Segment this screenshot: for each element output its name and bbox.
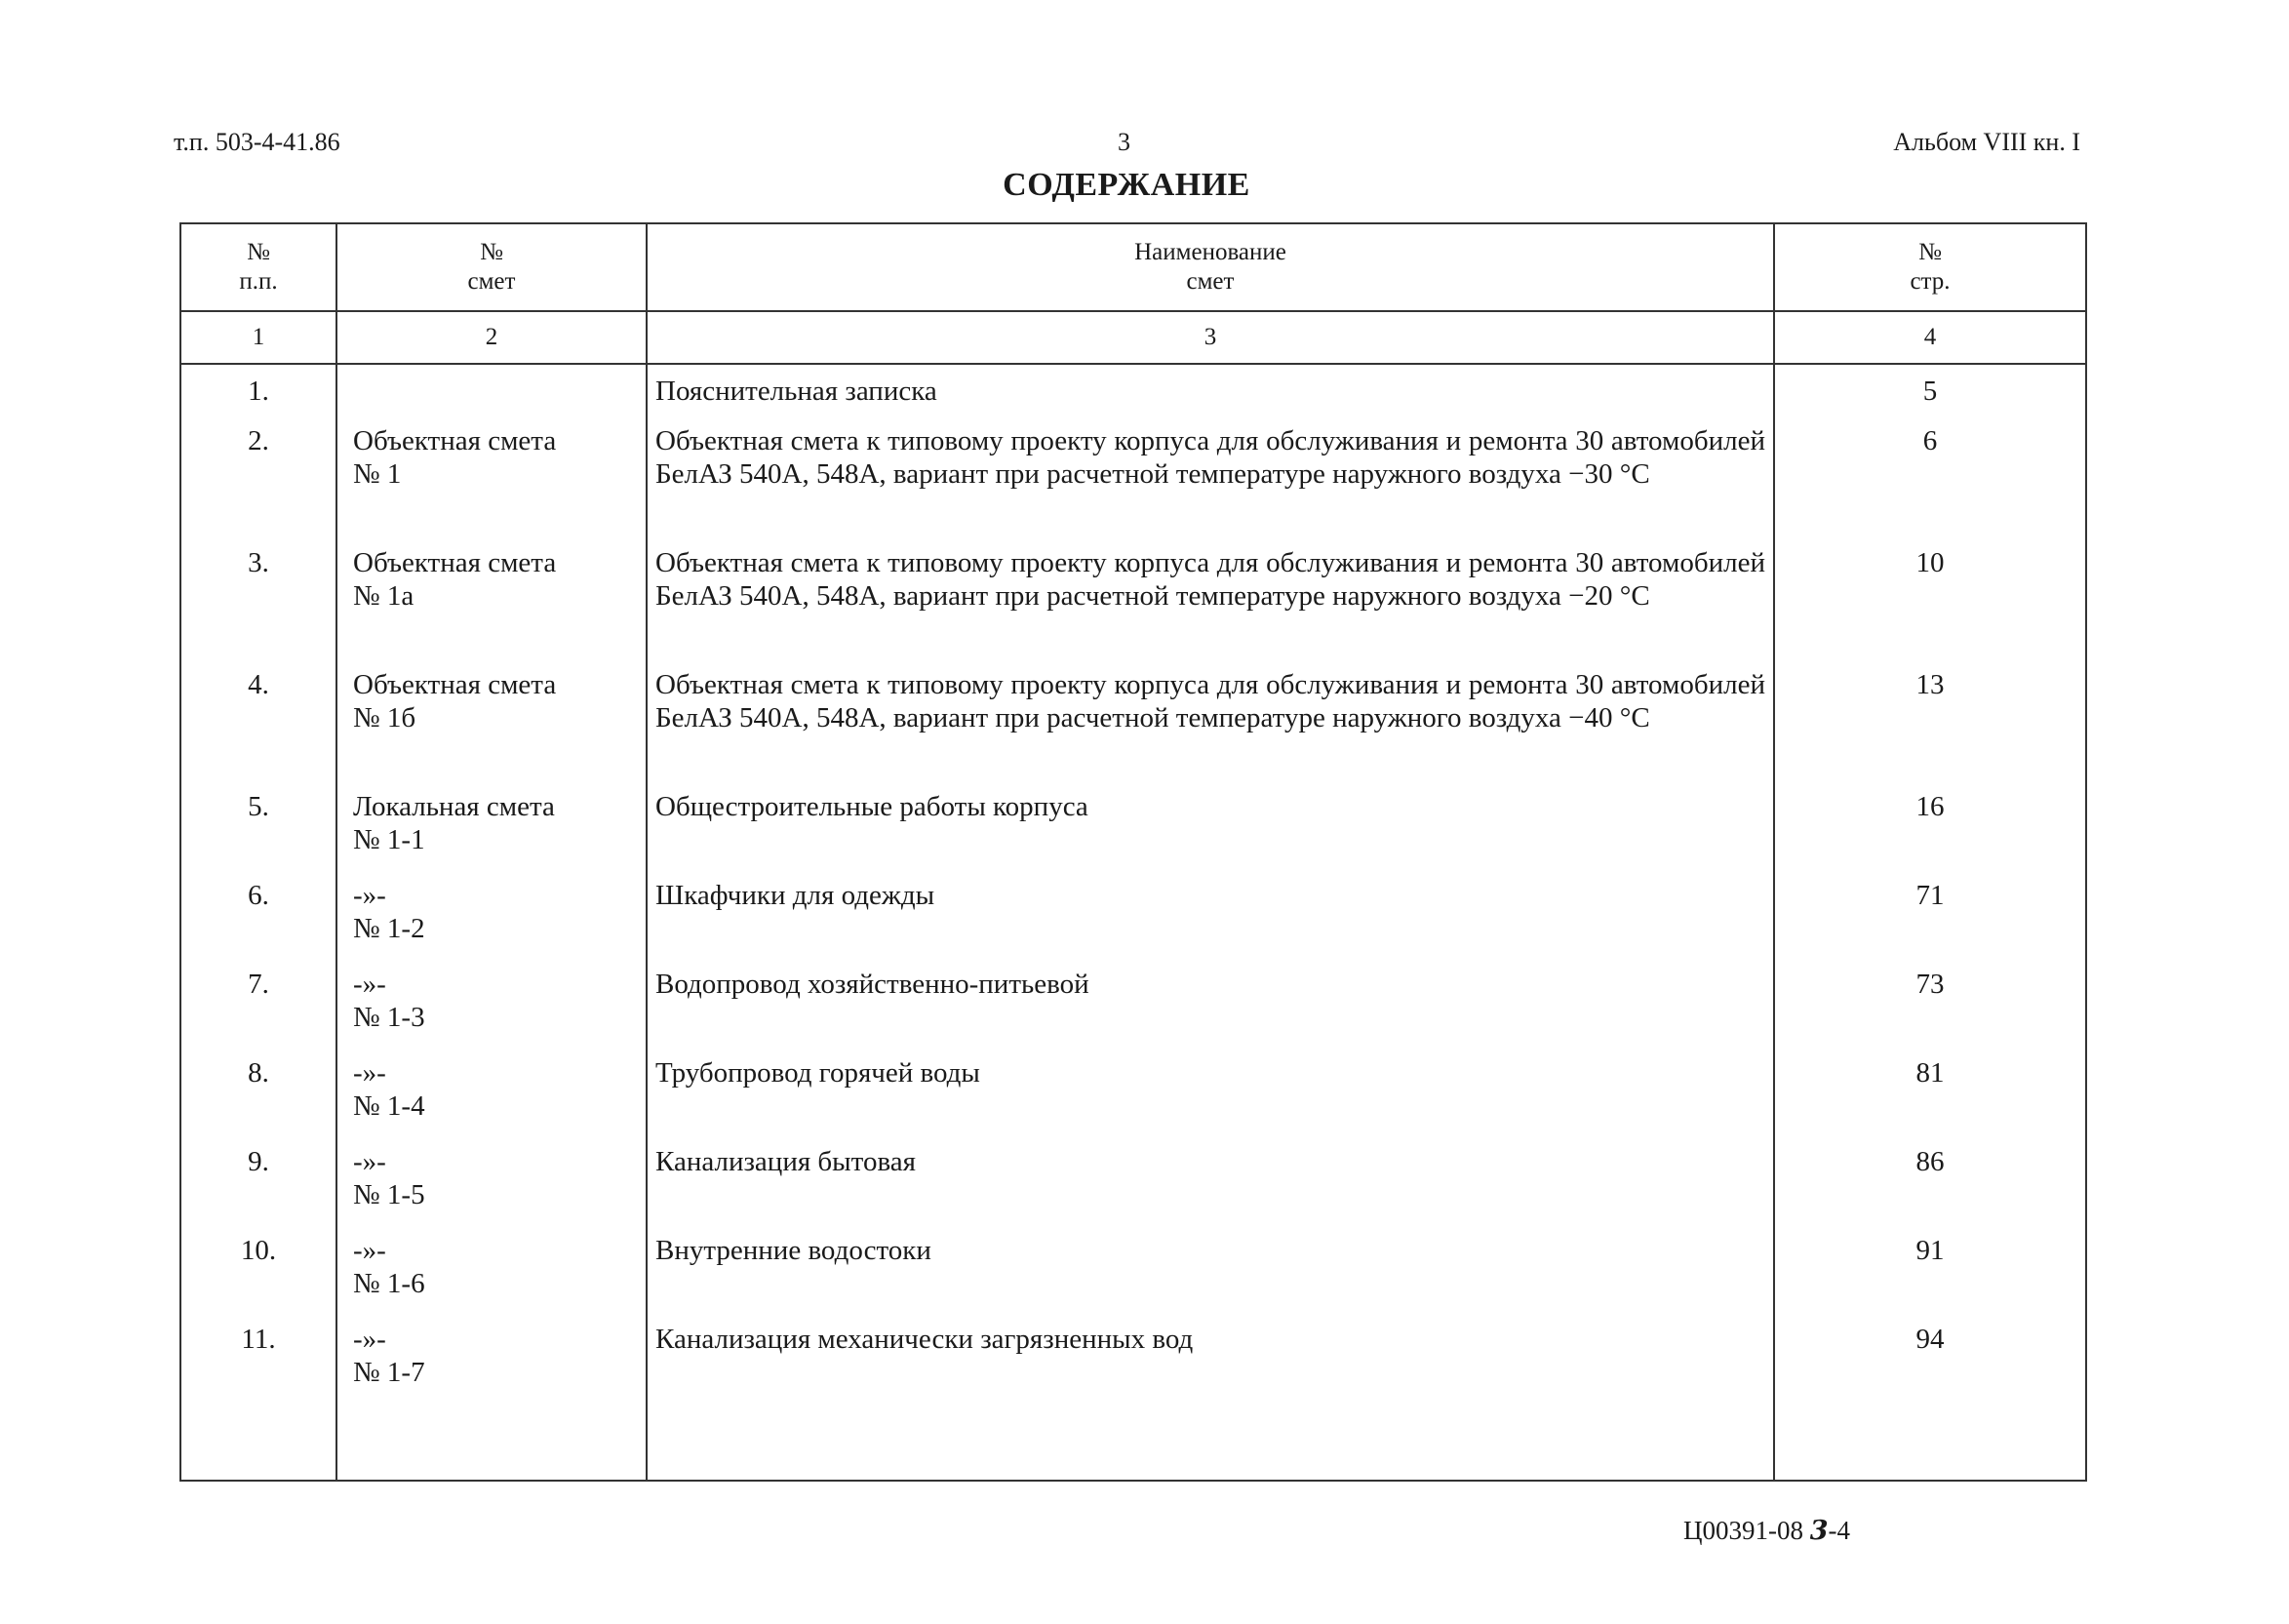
page-ref: 5 bbox=[1774, 364, 2086, 415]
table-row bbox=[180, 780, 2086, 869]
estimate-name: Объектная смета к типовому проекту корпуса для обслуживания и ремонта 30 автомобилей БелАЗ 540А, 548А, вариант при расчетной температуре наружного воздуха −20 °С bbox=[647, 536, 1774, 658]
table-row bbox=[180, 658, 2086, 780]
page-ref: 71 bbox=[1774, 869, 2086, 958]
table-header-row bbox=[180, 223, 2086, 311]
item-number: 11. bbox=[180, 1313, 336, 1402]
column-number: 3 bbox=[647, 311, 1774, 364]
header-estimate-number: № смет bbox=[336, 223, 647, 311]
handwritten-mark: 3 bbox=[1809, 1516, 1829, 1546]
item-number: 4. bbox=[180, 658, 336, 780]
header-estimate-name: Наименование смет bbox=[647, 223, 1774, 311]
estimate-name: Канализация механически загрязненных вод bbox=[647, 1313, 1774, 1402]
table-body bbox=[180, 364, 2086, 1481]
estimate-number: Объектная смета № 1 bbox=[336, 415, 647, 536]
item-number: 3. bbox=[180, 536, 336, 658]
table-row bbox=[180, 1135, 2086, 1224]
page-ref: 73 bbox=[1774, 958, 2086, 1047]
column-number: 2 bbox=[336, 311, 647, 364]
estimate-name: Объектная смета к типовому проекту корпуса для обслуживания и ремонта 30 автомобилей БелАЗ 540А, 548А, вариант при расчетной температуре наружного воздуха −40 °С bbox=[647, 658, 1774, 780]
item-number: 6. bbox=[180, 869, 336, 958]
empty-cell bbox=[1774, 1402, 2086, 1481]
page-ref: 86 bbox=[1774, 1135, 2086, 1224]
estimate-name: Общестроительные работы корпуса bbox=[647, 780, 1774, 869]
page-ref: 6 bbox=[1774, 415, 2086, 536]
table-row bbox=[180, 415, 2086, 536]
contents-table bbox=[179, 222, 2087, 1482]
table-filler-row bbox=[180, 1402, 2086, 1481]
estimate-number: -»- № 1-5 bbox=[336, 1135, 647, 1224]
estimate-number: -»- № 1-7 bbox=[336, 1313, 647, 1402]
footer-code: Ц00391-08 3-4 bbox=[1683, 1516, 1851, 1546]
item-number: 2. bbox=[180, 415, 336, 536]
estimate-number: Локальная смета № 1-1 bbox=[336, 780, 647, 869]
page-ref: 91 bbox=[1774, 1224, 2086, 1313]
estimate-name: Пояснительная записка bbox=[647, 364, 1774, 415]
table-row bbox=[180, 1047, 2086, 1135]
page-ref: 13 bbox=[1774, 658, 2086, 780]
estimate-number: Объектная смета № 1а bbox=[336, 536, 647, 658]
table-row bbox=[180, 869, 2086, 958]
table-row bbox=[180, 1313, 2086, 1402]
estimate-name: Канализация бытовая bbox=[647, 1135, 1774, 1224]
estimate-name: Трубопровод горячей воды bbox=[647, 1047, 1774, 1135]
album-label: Альбом VIII кн. I bbox=[1893, 128, 2080, 156]
estimate-number bbox=[336, 364, 647, 415]
column-number-row bbox=[180, 311, 2086, 364]
column-number: 4 bbox=[1774, 311, 2086, 364]
estimate-name: Внутренние водостоки bbox=[647, 1224, 1774, 1313]
item-number: 9. bbox=[180, 1135, 336, 1224]
table-row bbox=[180, 958, 2086, 1047]
page-ref: 10 bbox=[1774, 536, 2086, 658]
estimate-name: Объектная смета к типовому проекту корпуса для обслуживания и ремонта 30 автомобилей БелАЗ 540А, 548А, вариант при расчетной температуре наружного воздуха −30 °С bbox=[647, 415, 1774, 536]
estimate-number: -»- № 1-3 bbox=[336, 958, 647, 1047]
page-ref: 16 bbox=[1774, 780, 2086, 869]
table-row bbox=[180, 536, 2086, 658]
page-ref: 94 bbox=[1774, 1313, 2086, 1402]
estimate-name: Шкафчики для одежды bbox=[647, 869, 1774, 958]
estimate-number: -»- № 1-6 bbox=[336, 1224, 647, 1313]
document-code: т.п. 503-4-41.86 bbox=[174, 128, 340, 156]
table-row bbox=[180, 364, 2086, 415]
header-item-number: № п.п. bbox=[180, 223, 336, 311]
page-ref: 81 bbox=[1774, 1047, 2086, 1135]
item-number: 7. bbox=[180, 958, 336, 1047]
column-number: 1 bbox=[180, 311, 336, 364]
estimate-number: -»- № 1-2 bbox=[336, 869, 647, 958]
page-title: СОДЕРЖАНИЕ bbox=[1003, 167, 1250, 203]
item-number: 5. bbox=[180, 780, 336, 869]
item-number: 1. bbox=[180, 364, 336, 415]
estimate-number: Объектная смета № 1б bbox=[336, 658, 647, 780]
estimate-number: -»- № 1-4 bbox=[336, 1047, 647, 1135]
page-number: 3 bbox=[1118, 128, 1130, 156]
empty-cell bbox=[647, 1402, 1774, 1481]
item-number: 8. bbox=[180, 1047, 336, 1135]
table-row bbox=[180, 1224, 2086, 1313]
item-number: 10. bbox=[180, 1224, 336, 1313]
empty-cell bbox=[180, 1402, 336, 1481]
empty-cell bbox=[336, 1402, 647, 1481]
estimate-name: Водопровод хозяйственно-питьевой bbox=[647, 958, 1774, 1047]
header-page-number: № стр. bbox=[1774, 223, 2086, 311]
